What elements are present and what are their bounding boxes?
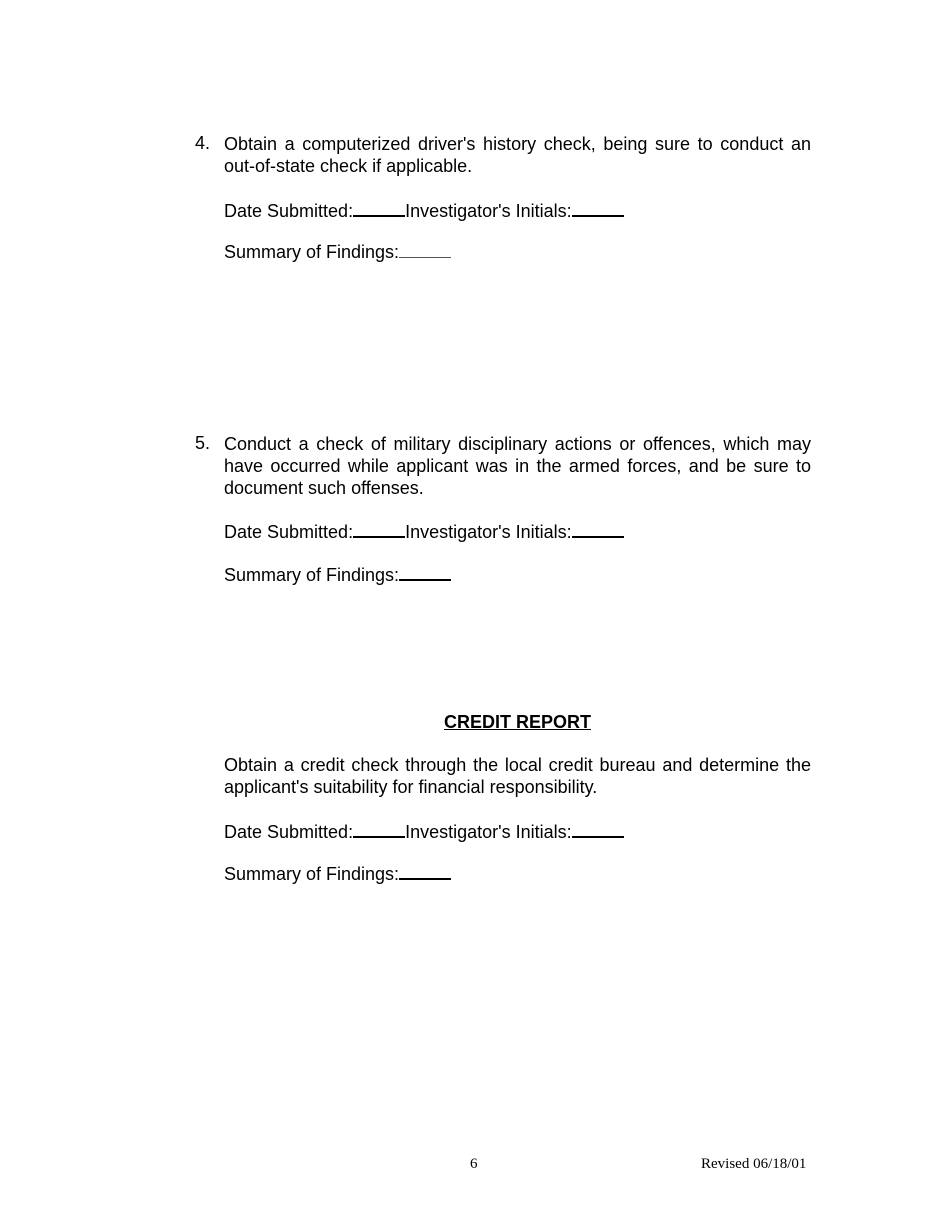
item-5-date-row	[224, 519, 624, 543]
item-5	[195, 433, 811, 499]
summary-of-findings-field[interactable]	[399, 861, 451, 880]
investigator-initials-field[interactable]	[572, 198, 624, 217]
credit-date-row	[224, 819, 624, 843]
date-submitted-label: Date Submitted:	[224, 522, 354, 542]
credit-summary-row	[224, 861, 451, 885]
item-text: Conduct a check of military disciplinary actions or offences, which may have occurred while applicant was in the armed forces, and be sure to document such offenses.	[224, 434, 811, 498]
summary-of-findings-label: Summary of Findings:	[224, 242, 400, 262]
date-submitted-field[interactable]	[353, 198, 405, 217]
summary-of-findings-field[interactable]	[399, 240, 451, 258]
summary-of-findings-label: Summary of Findings:	[224, 864, 400, 884]
date-submitted-label: Date Submitted:	[224, 822, 354, 842]
investigator-initials-field[interactable]	[572, 519, 624, 538]
item-4-date-row	[224, 198, 624, 222]
summary-of-findings-label: Summary of Findings:	[224, 565, 400, 585]
investigator-initials-label: Investigator's Initials:	[405, 822, 572, 842]
investigator-initials-label: Investigator's Initials:	[405, 201, 572, 221]
item-number: 5.	[195, 433, 211, 453]
item-4	[195, 133, 811, 177]
revised-date: Revised 06/18/01	[701, 1156, 807, 1172]
investigator-initials-label: Investigator's Initials:	[405, 522, 572, 542]
item-5-summary-row	[224, 562, 451, 586]
item-4-summary-row	[224, 240, 451, 263]
date-submitted-field[interactable]	[353, 519, 405, 538]
investigator-initials-field[interactable]	[572, 819, 624, 838]
credit-report-text: Obtain a credit check through the local credit bureau and determine the applicant's suitability for financial responsibility.	[224, 755, 811, 797]
page-number: 6	[470, 1156, 478, 1172]
credit-report-heading: CREDIT REPORT	[443, 712, 591, 732]
date-submitted-field[interactable]	[353, 819, 405, 838]
date-submitted-label: Date Submitted:	[224, 201, 354, 221]
item-text: Obtain a computerized driver's history check, being sure to conduct an out-of-state check if applicable.	[224, 134, 811, 176]
item-number: 4.	[195, 133, 211, 153]
summary-of-findings-field[interactable]	[399, 562, 451, 581]
